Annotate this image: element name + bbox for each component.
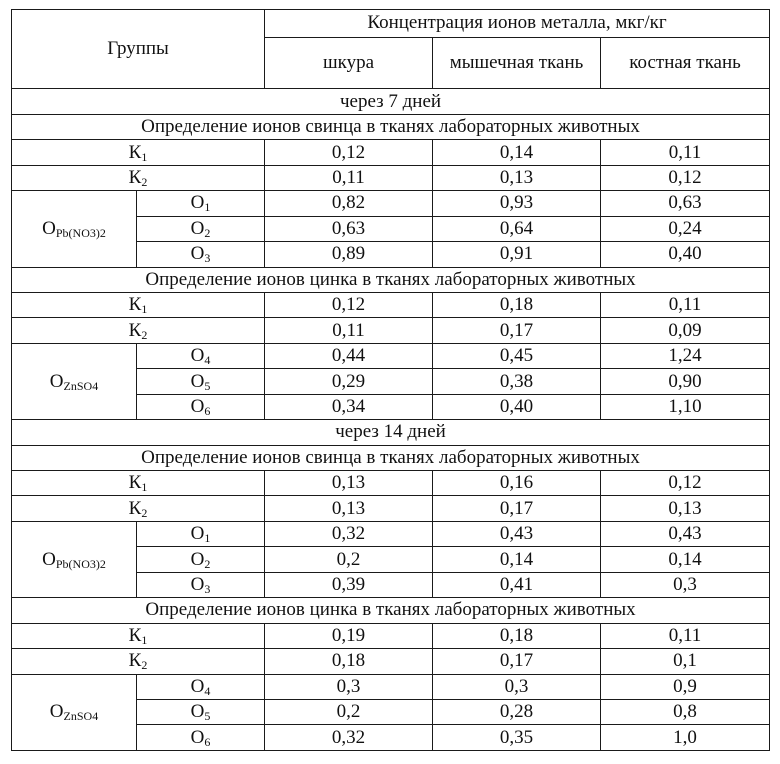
- label-sub: 1: [141, 632, 148, 647]
- value-skin: 0,2: [265, 699, 433, 724]
- value-muscle: 0,13: [433, 165, 601, 190]
- value-muscle: 0,38: [433, 369, 601, 394]
- value-muscle: 0,35: [433, 725, 601, 751]
- value-skin: 0,2: [265, 547, 433, 572]
- label-main: О: [190, 701, 205, 723]
- label-main: О: [190, 395, 205, 417]
- control-label: [12, 623, 265, 648]
- value-skin: 0,32: [265, 725, 433, 751]
- value-skin: 0,18: [265, 649, 433, 674]
- group-main: O: [49, 701, 64, 723]
- experimental-group-label: [12, 191, 137, 267]
- label-main: О: [190, 523, 205, 545]
- control-label: [12, 649, 265, 674]
- control-label: [12, 318, 265, 343]
- header-bone: костная ткань: [601, 37, 770, 89]
- control-label: [12, 471, 265, 496]
- label-sub: 1: [204, 531, 211, 546]
- label-sub: 4: [204, 353, 211, 368]
- value-bone: 0,63: [601, 191, 770, 216]
- value-skin: 0,89: [265, 242, 433, 267]
- experimental-label: [137, 521, 265, 546]
- label-sub: 5: [204, 709, 211, 724]
- experimental-label: [137, 242, 265, 267]
- value-skin: 0,32: [265, 521, 433, 546]
- label-main: О: [190, 548, 205, 570]
- label-main: О: [190, 370, 205, 392]
- section-title-row: [12, 598, 770, 623]
- value-skin: 0,39: [265, 572, 433, 597]
- value-skin: 0,44: [265, 343, 433, 368]
- value-bone: 0,14: [601, 547, 770, 572]
- value-muscle: 0,3: [433, 674, 601, 699]
- section-title: Определение ионов цинка в тканях лабораторных животных: [12, 267, 770, 292]
- label-sub: 2: [141, 505, 148, 520]
- group-sub: ZnSO4: [63, 378, 99, 393]
- section-title: Определение ионов свинца в тканях лабораторных животных: [12, 445, 770, 470]
- label-main: К: [128, 624, 142, 646]
- value-muscle: 0,93: [433, 191, 601, 216]
- value-bone: 1,24: [601, 343, 770, 368]
- value-muscle: 0,16: [433, 471, 601, 496]
- control-label: [12, 165, 265, 190]
- experimental-label: [137, 547, 265, 572]
- value-skin: 0,13: [265, 471, 433, 496]
- experimental-label: [137, 699, 265, 724]
- value-muscle: 0,43: [433, 521, 601, 546]
- label-main: К: [128, 141, 142, 163]
- value-skin: 0,63: [265, 216, 433, 241]
- label-sub: 3: [204, 251, 211, 266]
- label-main: О: [190, 217, 205, 239]
- section-title-row: [12, 445, 770, 470]
- experimental-group-label: [12, 674, 137, 750]
- value-bone: 0,09: [601, 318, 770, 343]
- label-sub: 4: [204, 683, 211, 698]
- value-skin: 0,11: [265, 318, 433, 343]
- control-row: [12, 318, 770, 343]
- value-bone: 0,12: [601, 165, 770, 190]
- value-muscle: 0,64: [433, 216, 601, 241]
- experimental-row: [12, 674, 770, 699]
- control-row: [12, 623, 770, 648]
- value-bone: 0,1: [601, 649, 770, 674]
- value-bone: 0,90: [601, 369, 770, 394]
- table-body: [12, 10, 770, 751]
- label-main: К: [128, 294, 142, 316]
- label-main: К: [128, 650, 142, 672]
- label-main: К: [128, 497, 142, 519]
- experimental-label: [137, 725, 265, 751]
- period-row: [12, 89, 770, 114]
- group-main: O: [42, 217, 56, 239]
- experimental-label: [137, 343, 265, 368]
- control-row: [12, 471, 770, 496]
- value-skin: 0,3: [265, 674, 433, 699]
- label-sub: 3: [204, 582, 211, 597]
- label-sub: 1: [141, 149, 148, 164]
- value-bone: 1,10: [601, 394, 770, 419]
- group-sub: Pb(NO3)2: [55, 225, 106, 240]
- value-bone: 0,9: [601, 674, 770, 699]
- control-row: [12, 649, 770, 674]
- header-concentration: Концентрация ионов металла, мкг/кг: [265, 10, 770, 38]
- period-label: через 14 дней: [12, 420, 770, 445]
- label-main: О: [190, 345, 205, 367]
- value-muscle: 0,17: [433, 649, 601, 674]
- group-main: O: [42, 548, 56, 570]
- experimental-label: [137, 572, 265, 597]
- label-sub: 2: [141, 327, 148, 342]
- control-label: [12, 292, 265, 317]
- control-label: [12, 496, 265, 521]
- control-row: [12, 496, 770, 521]
- value-bone: 0,12: [601, 471, 770, 496]
- value-muscle: 0,18: [433, 623, 601, 648]
- value-skin: 0,13: [265, 496, 433, 521]
- label-sub: 2: [141, 658, 148, 673]
- value-bone: 0,8: [601, 699, 770, 724]
- control-row: [12, 140, 770, 165]
- value-muscle: 0,14: [433, 140, 601, 165]
- label-sub: 5: [204, 378, 211, 393]
- period-row: [12, 420, 770, 445]
- period-label: через 7 дней: [12, 89, 770, 114]
- header-groups: Группы: [12, 10, 265, 89]
- group-main: O: [49, 370, 64, 392]
- value-muscle: 0,17: [433, 496, 601, 521]
- label-main: О: [190, 243, 205, 265]
- label-sub: 2: [204, 225, 211, 240]
- experimental-label: [137, 369, 265, 394]
- value-bone: 0,40: [601, 242, 770, 267]
- control-row: [12, 165, 770, 190]
- experimental-row: [12, 521, 770, 546]
- experimental-label: [137, 216, 265, 241]
- experimental-label: [137, 191, 265, 216]
- value-skin: 0,12: [265, 140, 433, 165]
- label-sub: 1: [141, 302, 148, 317]
- experimental-label: [137, 674, 265, 699]
- value-muscle: 0,28: [433, 699, 601, 724]
- value-bone: 0,11: [601, 623, 770, 648]
- label-main: О: [190, 675, 205, 697]
- value-skin: 0,11: [265, 165, 433, 190]
- label-sub: 2: [141, 175, 148, 190]
- label-main: К: [128, 472, 142, 494]
- experimental-group-label: [12, 521, 137, 597]
- section-title: Определение ионов свинца в тканях лабораторных животных: [12, 114, 770, 139]
- value-muscle: 0,40: [433, 394, 601, 419]
- label-main: К: [128, 167, 142, 189]
- value-bone: 1,0: [601, 725, 770, 751]
- label-main: О: [190, 574, 205, 596]
- value-muscle: 0,18: [433, 292, 601, 317]
- value-muscle: 0,17: [433, 318, 601, 343]
- label-main: О: [190, 726, 205, 748]
- value-muscle: 0,14: [433, 547, 601, 572]
- value-bone: 0,11: [601, 140, 770, 165]
- section-title-row: [12, 114, 770, 139]
- section-title-row: [12, 267, 770, 292]
- value-skin: 0,19: [265, 623, 433, 648]
- concentration-table: [11, 9, 770, 751]
- control-row: [12, 292, 770, 317]
- label-sub: 6: [204, 403, 211, 418]
- label-main: К: [128, 319, 142, 341]
- value-muscle: 0,41: [433, 572, 601, 597]
- label-sub: 6: [204, 734, 211, 749]
- value-muscle: 0,91: [433, 242, 601, 267]
- value-bone: 0,11: [601, 292, 770, 317]
- experimental-label: [137, 394, 265, 419]
- label-sub: 2: [204, 556, 211, 571]
- value-skin: 0,29: [265, 369, 433, 394]
- label-main: О: [190, 192, 205, 214]
- header-row-1: [12, 10, 770, 38]
- header-skin: шкура: [265, 37, 433, 89]
- control-label: [12, 140, 265, 165]
- value-skin: 0,82: [265, 191, 433, 216]
- value-skin: 0,34: [265, 394, 433, 419]
- value-bone: 0,3: [601, 572, 770, 597]
- experimental-group-label: [12, 343, 137, 419]
- header-muscle: мышечная ткань: [433, 37, 601, 89]
- group-sub: Pb(NO3)2: [55, 556, 106, 571]
- value-bone: 0,13: [601, 496, 770, 521]
- section-title: Определение ионов цинка в тканях лабораторных животных: [12, 598, 770, 623]
- experimental-row: [12, 191, 770, 216]
- label-sub: 1: [204, 200, 211, 215]
- label-sub: 1: [141, 480, 148, 495]
- experimental-row: [12, 343, 770, 368]
- group-sub: ZnSO4: [63, 709, 99, 724]
- value-muscle: 0,45: [433, 343, 601, 368]
- value-bone: 0,24: [601, 216, 770, 241]
- value-skin: 0,12: [265, 292, 433, 317]
- value-bone: 0,43: [601, 521, 770, 546]
